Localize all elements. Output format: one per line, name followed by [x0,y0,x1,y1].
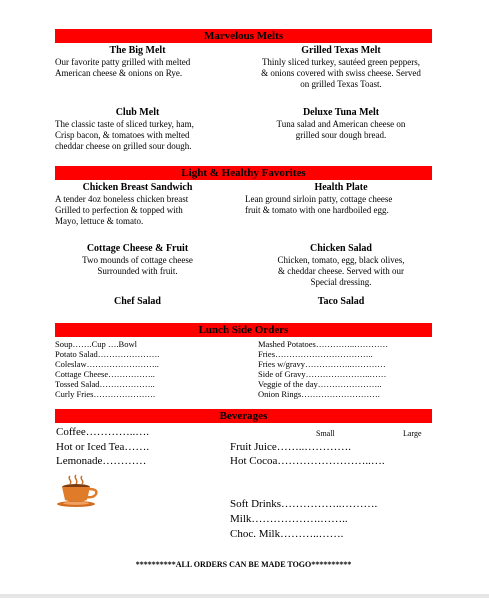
item-title: Club Melt [115,107,160,118]
item-title: Cottage Cheese & Fruit [86,243,189,254]
beverage-lemonade: Lemonade………… [56,455,147,467]
footer-togo-note: **********ALL ORDERS CAN BE MADE TOGO********** [135,560,352,569]
list-item: Soup…….Cup ….Bowl [55,339,137,349]
list-item: Fries…………………………….. [258,349,373,359]
item-title: Health Plate [314,182,368,193]
beverage-hot-cocoa: Hot Cocoa……………………..…. [230,455,385,467]
item-title: Chicken Salad [310,243,372,254]
list-item: Onion Rings………………………. [258,389,380,399]
beverage-choc-milk: Choc. Milk………..……. [230,528,344,540]
list-item: Potato Salad…………………. [55,349,160,359]
menu-item-health-plate [245,182,437,216]
beverage-milk: Milk……………….…….. [230,513,348,525]
menu-item-chicken-salad [245,243,437,288]
list-item: Curly Fries…………………. [55,389,156,399]
menu-item-taco-salad [245,296,437,308]
menu-item-cottage-cheese-fruit [55,243,220,277]
item-title: Grilled Texas Melt [301,45,381,56]
menu-item-chicken-breast-sandwich [55,182,220,227]
section-banner-beverages: Beverages [55,409,432,423]
sides-right-list [258,339,388,399]
item-description: Chicken, tomato, egg, black olives, & cheddar cheese. Served with our Special dressing. [277,255,405,287]
item-title: Taco Salad [317,296,365,307]
menu-item-chef-salad [55,296,220,308]
sides-left-list [55,339,159,399]
menu-item-deluxe-tuna-melt [245,107,437,141]
section-banner-healthy: Light & Healthy Favorites [55,166,432,180]
list-item: Side of Gravy…………………..…… [258,369,387,379]
size-label-large: Large [403,429,422,438]
item-title: Deluxe Tuna Melt [302,107,380,118]
list-item: Cottage Cheese…………….. [55,369,155,379]
list-item: Tossed Salad……………….. [55,379,155,389]
beverage-fruit-juice: Fruit Juice……..…………. [230,441,351,453]
beverage-tea: Hot or Iced Tea……. [56,441,150,453]
menu-item-big-melt [55,45,220,79]
beverage-coffee: Coffee…………..…. [56,426,149,438]
item-title: Chicken Breast Sandwich [82,182,193,193]
size-label-small: Small [316,429,335,438]
page-bottom-edge [0,594,489,598]
item-title: Chef Salad [114,296,161,307]
item-title: The Big Melt [109,45,166,56]
list-item: Mashed Potatoes…………..………… [258,339,389,349]
menu-item-club-melt [55,107,220,152]
menu-item-grilled-texas-melt [245,45,437,90]
beverage-soft-drinks: Soft Drinks……………..………. [230,498,378,510]
list-item: Coleslaw…………………….. [55,359,159,369]
item-description: Our favorite patty grilled with melted American cheese & onions on Rye. [55,57,191,78]
item-description: Lean ground sirloin patty, cottage cheese fruit & tomato with one hardboiled egg. [245,194,393,215]
item-description: Two mounds of cottage cheese Surrounded with fruit. [82,255,193,276]
section-banner-sides: Lunch Side Orders [55,323,432,337]
coffee-cup-icon [56,474,102,508]
item-description: A tender 4oz boneless chicken breast Grilled to perfection & topped with Mayo, lettuce & tomato. [55,194,189,226]
item-description: The classic taste of sliced turkey, ham, Crisp bacon, & tomatoes with melted cheddar cheese on grilled sour dough. [55,119,194,151]
section-banner-melts: Marvelous Melts [55,29,432,43]
list-item: Veggie of the day………………….. [258,379,382,389]
item-description: Tuna salad and American cheese on grilled sour dough bread. [276,119,406,140]
list-item: Fries w/gravy……………..………… [258,359,386,369]
item-description: Thinly sliced turkey, sautéed green peppers, & onions covered with swiss cheese. Served on grilled Texas Toast. [261,57,421,89]
